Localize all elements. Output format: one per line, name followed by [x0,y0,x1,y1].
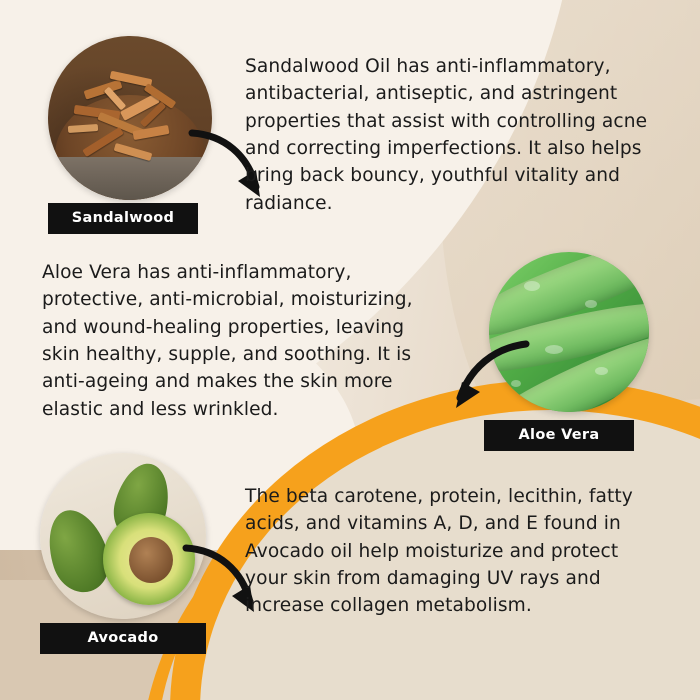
paragraph-avocado: The beta carotene, protein, lecithin, fatty acids, and vitamins A, D, and E found in Avocado oil help moisturize and protect your skin from damaging UV rays and increase collagen metabolism. [245,486,633,617]
caption-sandalwood: Sandalwood [48,203,198,234]
paragraph-aloe-vera: Aloe Vera has anti-inflammatory, protective, anti-microbial, moisturizing, and wound-healing properties, leaving skin healthy, supple, and soothing. It is anti-ageing and makes the skin more elastic and less wrinkled. [42,262,413,420]
arrow-aloe-to-text [446,338,532,416]
paragraph-sandalwood: Sandalwood Oil has anti-inflammatory, antibacterial, antiseptic, and astringent properties that assist with controlling acne and correcting imperfections. It also helps bring back bouncy, youthful vitality and radiance. [245,56,648,214]
caption-avocado: Avocado [40,623,206,654]
caption-aloe-vera: Aloe Vera [484,420,634,451]
